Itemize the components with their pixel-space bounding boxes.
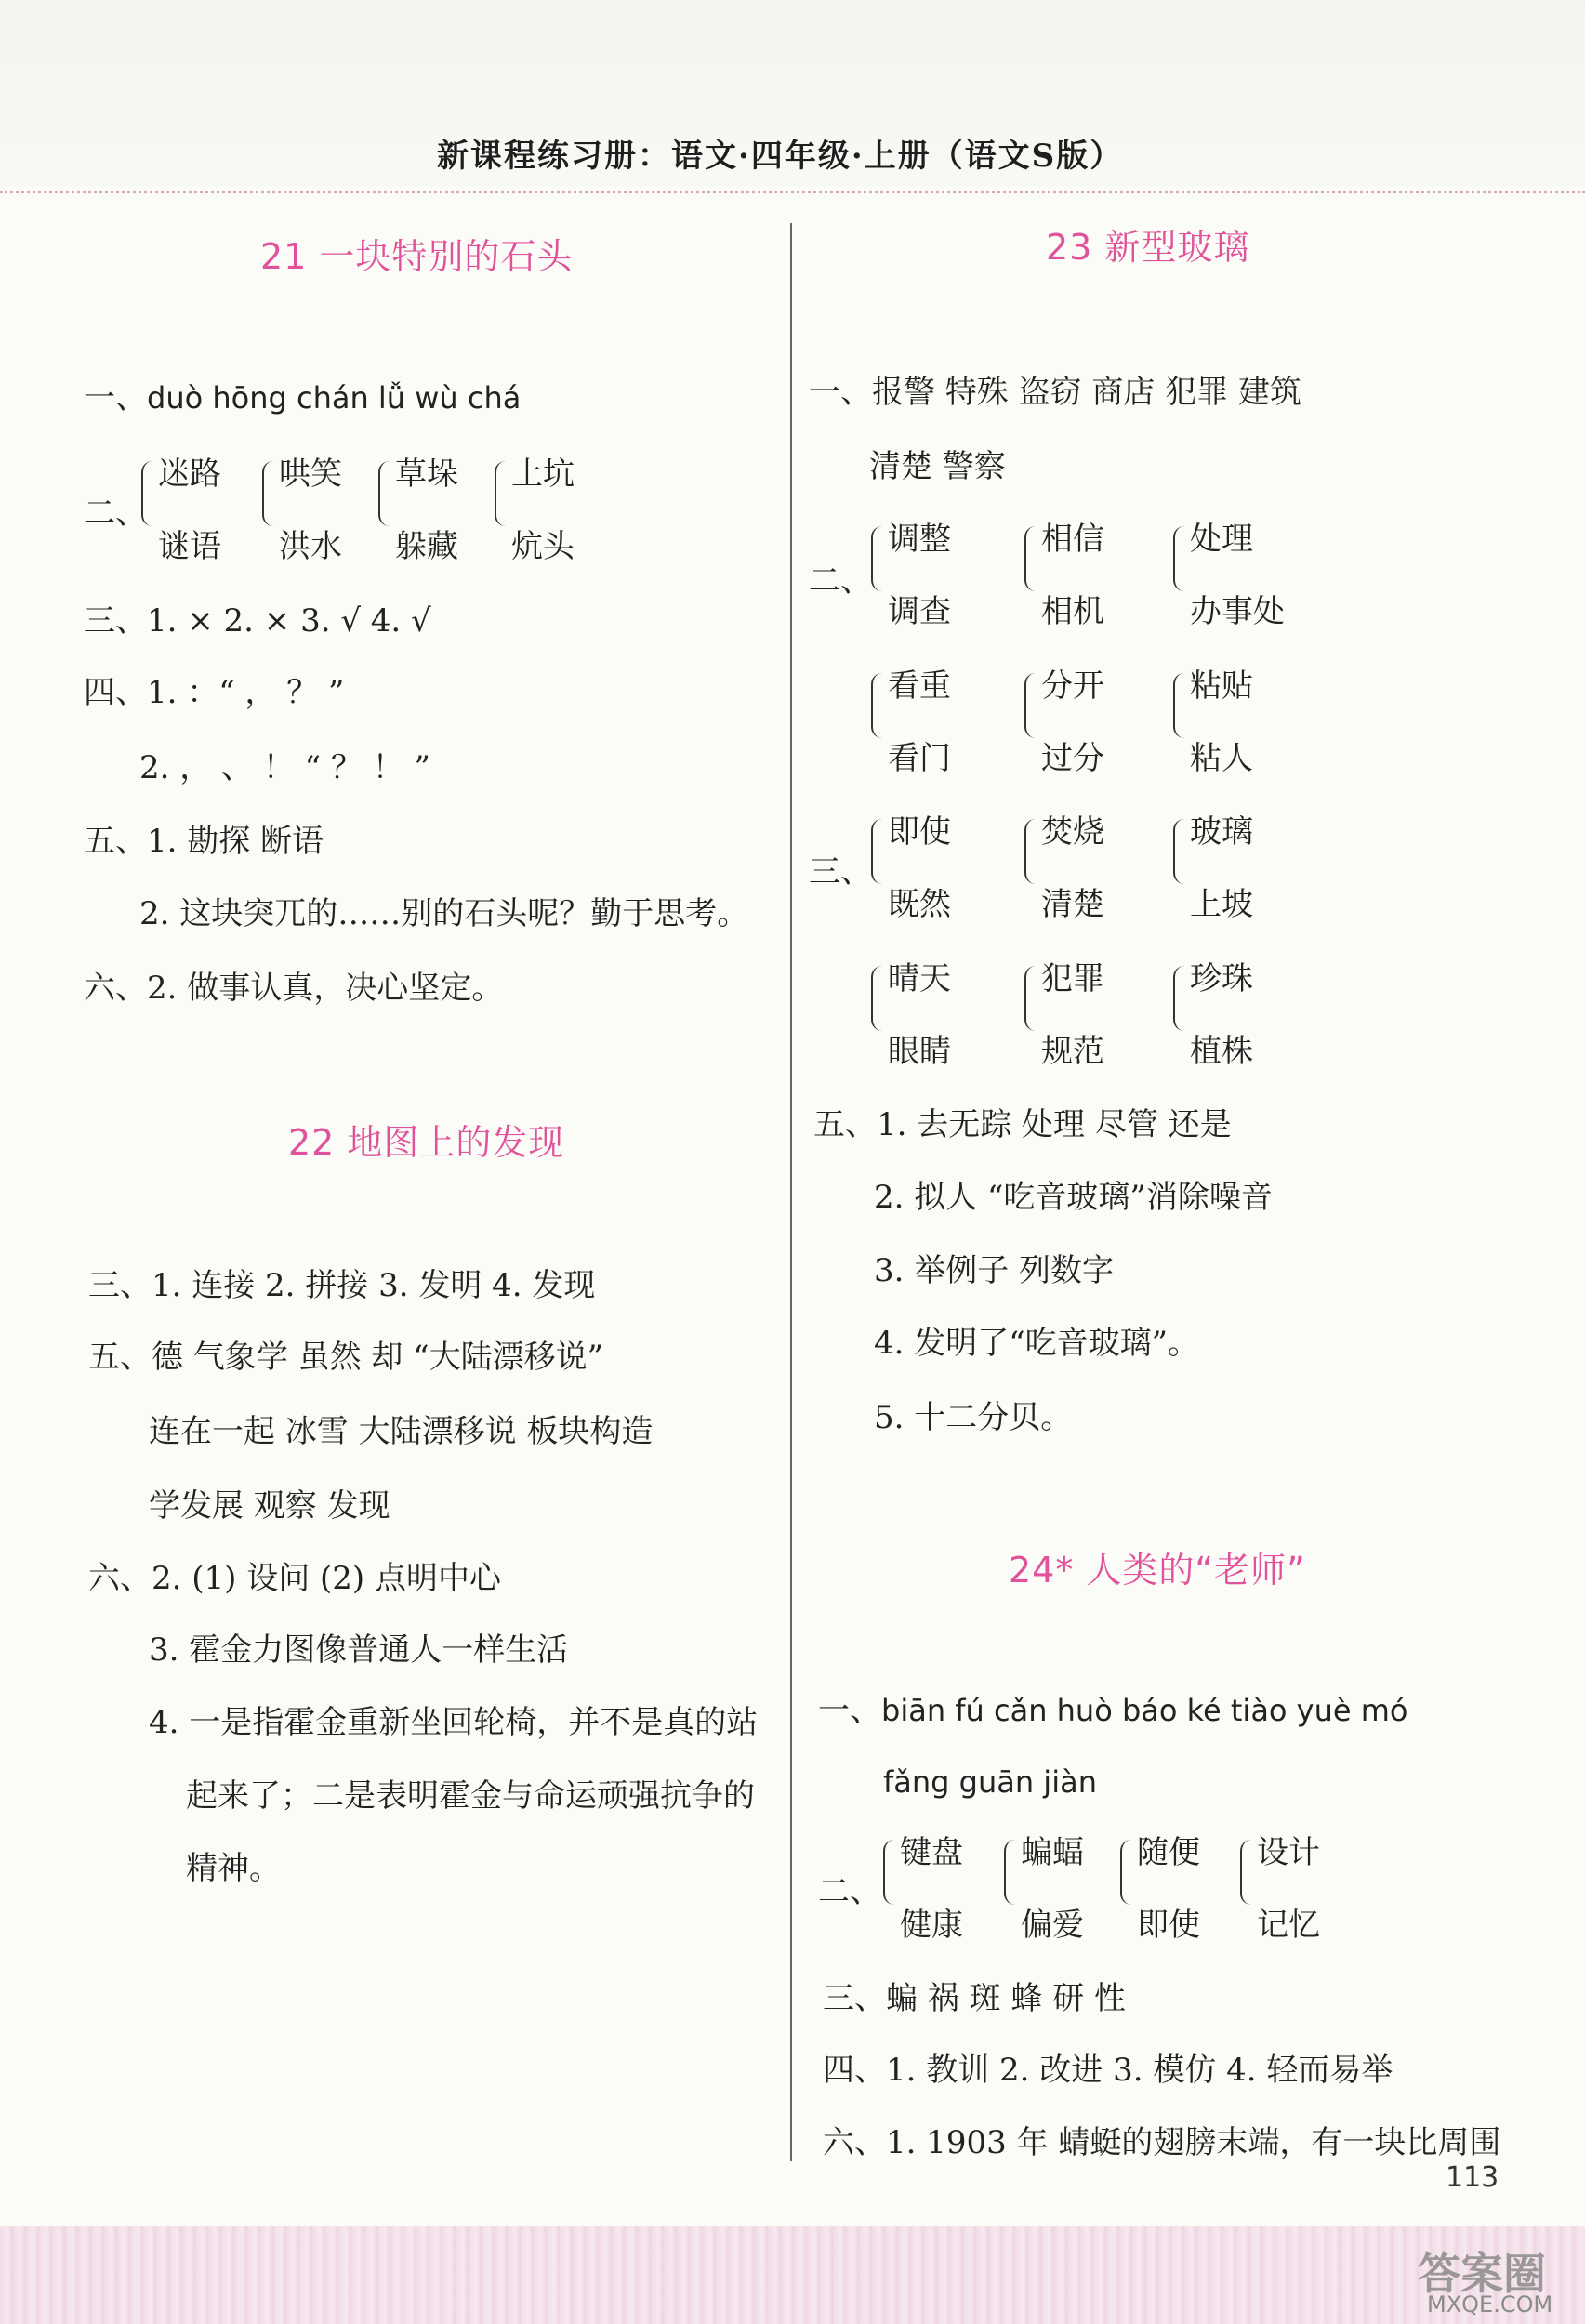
s22-q6-4b: 起来了；二是表明霍金与命运顽强抗争的 <box>186 1777 755 1815</box>
header-title: 新课程练习册：语文·四年级·上册（语文S版） <box>437 138 1124 175</box>
s21-q4-1: 四、1. ：“ ， ？ ” <box>84 674 345 711</box>
word: 相信 <box>1041 521 1104 558</box>
brace <box>1024 526 1039 591</box>
word: 处理 <box>1190 521 1253 558</box>
header-divider <box>0 191 1585 193</box>
s23-q2-label: 二、 <box>809 562 872 600</box>
brace <box>1173 819 1188 884</box>
word: 相机 <box>1041 593 1104 630</box>
page-footer <box>0 2226 1585 2324</box>
brace <box>1024 966 1039 1031</box>
word: 规范 <box>1041 1033 1104 1070</box>
s21-q3: 三、1. × 2. × 3. √ 4. √ <box>84 602 431 640</box>
brace <box>1173 673 1188 738</box>
brace <box>495 461 509 526</box>
s23-q1-b: 清楚 警察 <box>869 448 1006 485</box>
s24-q3: 三、蝙 祸 斑 蜂 研 性 <box>823 1980 1127 2017</box>
s23-q5-4: 4. 发明了“吃音玻璃”。 <box>874 1325 1200 1362</box>
section-21-title: 21 一块特别的石头 <box>260 236 574 277</box>
word: 哄笑 <box>279 456 342 493</box>
s24-q1-label: 一、 <box>818 1692 881 1729</box>
s23-q5-2: 2. 拟人 “吃音玻璃”消除噪音 <box>874 1179 1273 1216</box>
watermark-url: MXQE.COM <box>1427 2291 1553 2317</box>
word: 即使 <box>1137 1907 1200 1944</box>
word: 草垛 <box>395 456 458 493</box>
page-number: 113 <box>1446 2161 1499 2194</box>
word: 设计 <box>1257 1834 1320 1871</box>
brace <box>1173 526 1188 591</box>
brace <box>378 461 393 526</box>
word: 眼睛 <box>888 1033 951 1070</box>
s23-q5-1: 五、1. 去无踪 处理 尽管 还是 <box>813 1106 1232 1143</box>
watermark-logo: 答案圈 <box>1418 2249 1546 2299</box>
brace <box>871 673 886 738</box>
brace <box>871 526 886 591</box>
s23-q1-a: 一、报警 特殊 盗窃 商店 犯罪 建筑 <box>809 374 1302 411</box>
word: 上坡 <box>1190 886 1253 923</box>
s22-q5-3: 学发展 观察 发现 <box>149 1487 390 1525</box>
word: 分开 <box>1041 667 1104 705</box>
s23-q5-3: 3. 举例子 列数字 <box>874 1252 1115 1289</box>
word: 即使 <box>888 813 951 851</box>
word: 调查 <box>888 593 951 630</box>
brace <box>1024 819 1039 884</box>
word: 犯罪 <box>1041 960 1104 997</box>
s22-q5-2: 连在一起 冰雪 大陆漂移说 板块构造 <box>149 1413 654 1450</box>
word: 既然 <box>888 886 951 923</box>
brace <box>1120 1840 1135 1905</box>
s21-q2-label: 二、 <box>84 495 147 532</box>
word: 看门 <box>888 740 951 777</box>
word: 蝙蝠 <box>1021 1834 1084 1871</box>
brace <box>1240 1840 1255 1905</box>
word: 躲藏 <box>395 528 458 565</box>
word: 偏爱 <box>1021 1907 1084 1944</box>
page-header <box>0 0 1585 186</box>
s22-q6-2: 六、2. (1) 设问 (2) 点明中心 <box>88 1560 501 1597</box>
s22-q5-1: 五、德 气象学 虽然 却 “大陆漂移说” <box>88 1339 603 1376</box>
s21-q1-pinyin: duò hōng chán lǚ wù chá <box>147 380 522 416</box>
s21-q4-2: 2. ， 、 ！ “ ？ ！ ” <box>139 749 430 786</box>
word: 看重 <box>888 667 951 705</box>
brace <box>1024 673 1039 738</box>
brace <box>883 1840 898 1905</box>
section-24-title: 24* 人类的“老师” <box>1009 1550 1306 1591</box>
s21-q6: 六、2. 做事认真，决心坚定。 <box>84 970 504 1007</box>
word: 谜语 <box>158 528 221 565</box>
word: 随便 <box>1137 1834 1200 1871</box>
word: 粘人 <box>1190 740 1253 777</box>
word: 焚烧 <box>1041 813 1104 851</box>
column-divider <box>790 223 792 2161</box>
s22-q3: 三、1. 连接 2. 拼接 3. 发明 4. 发现 <box>88 1267 596 1304</box>
s22-q6-4c: 精神。 <box>186 1850 281 1887</box>
brace <box>1173 966 1188 1031</box>
word: 炕头 <box>511 528 575 565</box>
brace <box>871 819 886 884</box>
section-22-title: 22 地图上的发现 <box>288 1122 565 1163</box>
s22-q6-4a: 4. 一是指霍金重新坐回轮椅，并不是真的站 <box>149 1704 759 1741</box>
s24-q6: 六、1. 1903 年 蜻蜓的翅膀末端，有一块比周围 <box>823 2124 1501 2161</box>
brace <box>871 966 886 1031</box>
word: 土坑 <box>511 456 575 493</box>
s23-q5-5: 5. 十二分贝。 <box>874 1399 1073 1436</box>
brace <box>262 461 277 526</box>
s21-q5-1: 五、1. 勘探 断语 <box>84 823 324 860</box>
word: 健康 <box>900 1907 963 1944</box>
word: 清楚 <box>1041 886 1104 923</box>
section-23-title: 23 新型玻璃 <box>1046 227 1250 268</box>
word: 办事处 <box>1190 593 1285 630</box>
s21-q1 <box>84 379 521 416</box>
word: 过分 <box>1041 740 1104 777</box>
word: 植株 <box>1190 1033 1253 1070</box>
word: 键盘 <box>900 1834 963 1871</box>
word: 晴天 <box>888 960 951 997</box>
word: 洪水 <box>279 528 342 565</box>
s24-q1-pinyin-a: biān fú cǎn huò báo ké tiào yuè mó <box>881 1693 1408 1728</box>
word: 粘贴 <box>1190 667 1253 705</box>
s24-q1-pinyin-b: fǎng guān jiàn <box>883 1764 1097 1800</box>
word: 迷路 <box>158 456 221 493</box>
word: 珍珠 <box>1190 960 1253 997</box>
word: 调整 <box>888 521 951 558</box>
s23-q3-label: 三、 <box>809 853 872 891</box>
s21-q5-2: 2. 这块突兀的……别的石头呢？勤于思考。 <box>139 895 749 932</box>
s21-q1-label: 一、 <box>84 379 147 416</box>
brace <box>141 461 156 526</box>
word: 玻璃 <box>1190 813 1253 851</box>
brace <box>1004 1840 1019 1905</box>
s24-q2-label: 二、 <box>818 1873 881 1910</box>
s24-q1-a <box>818 1692 1408 1729</box>
s24-q4: 四、1. 教训 2. 改进 3. 模仿 4. 轻而易举 <box>823 2052 1393 2089</box>
s22-q6-3: 3. 霍金力图像普通人一样生活 <box>149 1631 569 1669</box>
word: 记忆 <box>1257 1907 1320 1944</box>
